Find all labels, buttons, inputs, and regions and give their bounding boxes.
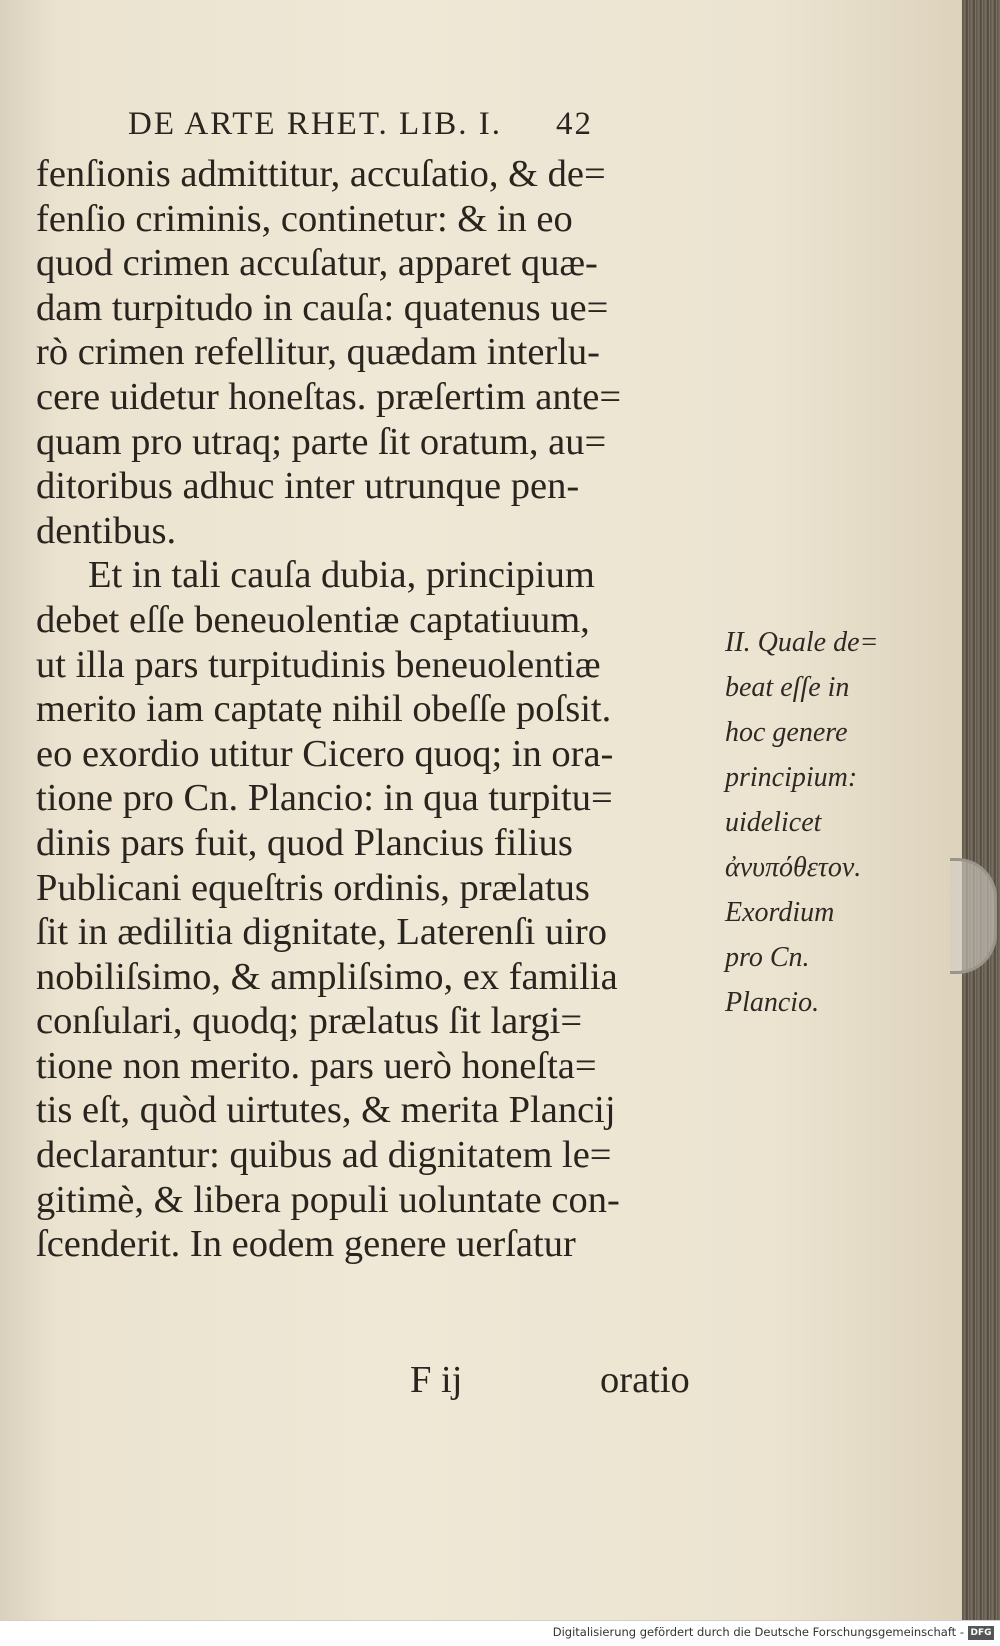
- text-line: debet eſſe beneuolentiæ captatiuum,: [36, 598, 590, 641]
- text-line: rò crimen refellitur, quædam interlu-: [36, 331, 601, 374]
- catchline: [0, 1358, 700, 1408]
- signature-mark: F ij: [410, 1359, 463, 1401]
- text-line: merito iam captatę nihil obeſſe poſsit.: [36, 688, 612, 731]
- text-line: tione non merito. pars uerò honeſta=: [36, 1044, 597, 1087]
- text-line: conſulari, quodq; prælatus ſit largi=: [36, 1000, 583, 1043]
- marginal-note-line: Exordium: [725, 897, 835, 928]
- running-title: DE ARTE RHET. LIB. I.: [128, 106, 502, 142]
- marginal-note-line: hoc genere: [725, 717, 848, 748]
- folio-number: 42: [555, 106, 593, 142]
- text-line: fenſionis admittitur, accuſatio, & de=: [36, 153, 606, 195]
- marginal-note-line: beat eſſe in: [725, 672, 850, 703]
- marginal-note-line: Plancio.: [725, 987, 820, 1018]
- text-line: declarantur: quibus ad dignitatem le=: [36, 1134, 612, 1177]
- text-line: cere uidetur honeſtas. præſertim ante=: [36, 375, 622, 418]
- text-line: gitimè, & libera populi uoluntate con-: [36, 1178, 620, 1221]
- text-line: tis eſt, quòd uirtutes, & merita Plancij: [36, 1089, 616, 1132]
- marginal-note: [725, 620, 925, 1025]
- text-line: ut illa pars turpitudinis beneuolentiæ: [36, 643, 601, 686]
- marginal-note-line: ἀνυπόθετον.: [725, 852, 862, 883]
- page-clip: [950, 858, 997, 974]
- marginal-note-line: uidelicet: [725, 807, 822, 838]
- text-line: quam pro utraq; parte ſit oratum, au=: [36, 420, 607, 463]
- text-line: ſit in ædilitia dignitate, Laterenſi uiro: [36, 911, 607, 954]
- text-line: tione pro Cn. Plancio: in qua turpitu=: [36, 777, 613, 820]
- text-line: ſcenderit. In eodem genere uerſatur: [36, 1223, 576, 1266]
- digitization-footer: [0, 1620, 1000, 1646]
- text-line-paragraph-start: Et in tali cauſa dubia, principium: [88, 554, 595, 597]
- funding-credit: Digitalisierung gefördert durch die Deutsche Forschungsgemeinschaft -: [552, 1625, 964, 1639]
- main-text: [36, 152, 726, 1267]
- marginal-note-line: pro Cn.: [725, 942, 810, 973]
- text-line: dam turpitudo in cauſa: quatenus ue=: [36, 286, 609, 329]
- catchword: oratio: [600, 1359, 690, 1401]
- dfg-logo: DFG: [968, 1626, 994, 1640]
- running-header: [128, 106, 593, 143]
- text-line: dentibus.: [36, 509, 177, 552]
- text-line: eo exordio utitur Cicero quoq; in ora-: [36, 732, 614, 775]
- text-line: ditoribus adhuc inter utrunque pen-: [36, 465, 580, 508]
- book-edge: [962, 0, 1000, 1620]
- text-line: quod crimen accuſatur, apparet quæ-: [36, 242, 598, 285]
- text-line: Publicani equeſtris ordinis, prælatus: [36, 866, 590, 909]
- text-line: fenſio criminis, continetur: & in eo: [36, 197, 573, 240]
- text-line: dinis pars fuit, quod Plancius filius: [36, 821, 573, 864]
- marginal-note-line: II. Quale de=: [725, 627, 879, 658]
- text-line: nobiliſsimo, & ampliſsimo, ex familia: [36, 955, 618, 998]
- marginal-note-line: principium:: [725, 762, 858, 793]
